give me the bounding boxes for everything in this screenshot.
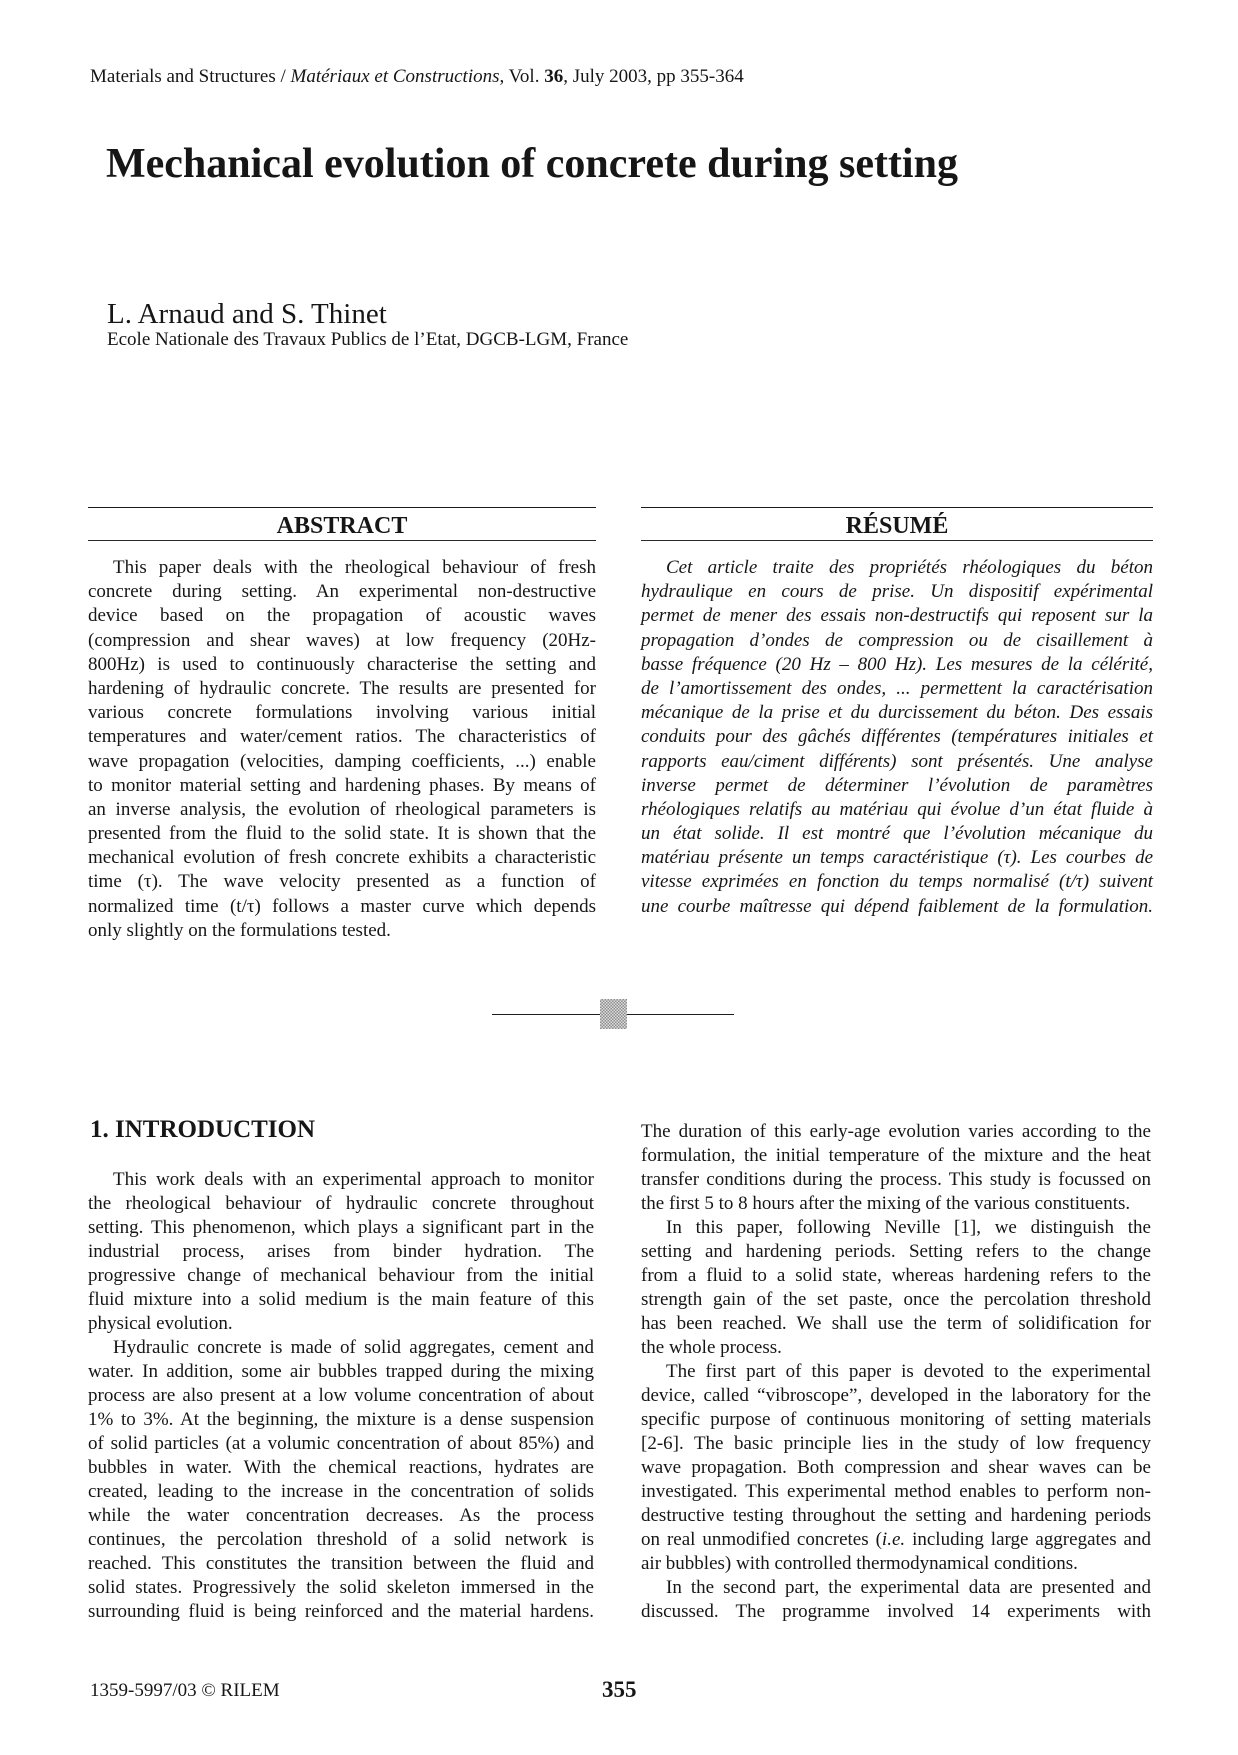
paragraph bbox=[641, 1216, 1151, 1360]
text-segment: including large aggregates and bbox=[905, 1529, 1151, 1550]
text-line: This paper deals with the rheological behaviour of fresh bbox=[113, 557, 596, 578]
text-line: process are also present at a low volume concentration of about bbox=[88, 1385, 594, 1406]
introduction-heading: 1. INTRODUCTION bbox=[90, 1116, 316, 1143]
journal-name: Materials and Structures / bbox=[90, 66, 286, 87]
text-line: rapports eau/ciment différents) sont présentés. Une analyse bbox=[641, 750, 1153, 772]
volume-label: , Vol. bbox=[499, 66, 540, 87]
text-line: 800Hz) is used to continuously characterise the setting and bbox=[88, 653, 596, 675]
abstract-body bbox=[88, 556, 596, 943]
italic-text: i.e. bbox=[881, 1529, 906, 1550]
abstract-top-rule bbox=[88, 507, 596, 508]
paragraph bbox=[88, 556, 596, 943]
text-line bbox=[641, 1528, 1151, 1552]
text-line: [2-6]. The basic principle lies in the study of low frequency bbox=[641, 1433, 1151, 1454]
text-line: fluid mixture into a solid medium is the main feature of this bbox=[88, 1289, 594, 1310]
text-line: mécanique de la prise et du durcissement du béton. Des essais bbox=[641, 702, 1153, 724]
text-line: water. In addition, some air bubbles trapped during the mixing bbox=[88, 1361, 594, 1382]
text-line: industrial process, arises from binder hydration. The bbox=[88, 1241, 594, 1262]
text-line: air bubbles) with controlled thermodynamical conditions. bbox=[641, 1553, 1078, 1574]
divider-rule-right bbox=[627, 1014, 734, 1015]
text-line: an inverse analysis, the evolution of rheological parameters is bbox=[88, 798, 596, 820]
text-line: solid states. Progressively the solid skeleton immersed in the bbox=[88, 1577, 594, 1598]
text-line: device, called “vibroscope”, developed in the laboratory for the bbox=[641, 1385, 1151, 1406]
divider-ornament bbox=[600, 999, 627, 1029]
divider-rule-left bbox=[492, 1014, 600, 1015]
text-line: reached. This constitutes the transition between the fluid and bbox=[88, 1553, 594, 1574]
text-line: only slightly on the formulations tested. bbox=[88, 919, 391, 941]
text-line: the rheological behaviour of hydraulic concrete throughout bbox=[88, 1193, 594, 1214]
text-line: various concrete formulations involving various initial bbox=[88, 702, 596, 724]
text-line: time (τ). The wave velocity presented as a function of bbox=[88, 871, 596, 893]
text-line: discussed. The programme involved 14 experiments with bbox=[641, 1601, 1151, 1622]
resume-heading: RÉSUMÉ bbox=[845, 513, 949, 539]
journal-name-french: Matériaux et Constructions bbox=[290, 66, 500, 87]
text-line: physical evolution. bbox=[88, 1313, 233, 1334]
text-line: vitesse exprimées en fonction du temps normalisé (t/τ) suivent bbox=[641, 871, 1153, 893]
resume-top-rule bbox=[641, 507, 1153, 508]
paragraph bbox=[88, 1336, 594, 1624]
text-line: temperatures and water/cement ratios. The characteristics of bbox=[88, 726, 596, 748]
text-line: wave propagation. Both compression and shear waves can be bbox=[641, 1457, 1151, 1478]
page-number: 355 bbox=[602, 1677, 637, 1702]
text-line: the whole process. bbox=[641, 1337, 782, 1358]
paragraph bbox=[641, 1360, 1151, 1576]
text-line: the first 5 to 8 hours after the mixing of the various constituents. bbox=[641, 1193, 1131, 1214]
text-line: matériau présente un temps caractéristique (τ). Les courbes de bbox=[641, 847, 1153, 869]
text-line: Hydraulic concrete is made of solid aggregates, cement and bbox=[113, 1337, 594, 1358]
text-line: created, leading to the increase in the concentration of solids bbox=[88, 1481, 594, 1502]
resume-body bbox=[641, 556, 1153, 919]
text-line: une courbe maîtresse qui dépend faiblement de la formulation. bbox=[641, 895, 1153, 917]
text-line: rhéologiques relatifs au matériau qui évolue d’un état fluide à bbox=[641, 798, 1153, 820]
paragraph bbox=[641, 556, 1153, 919]
text-line: transfer conditions during the process. This study is focussed on bbox=[641, 1169, 1151, 1190]
text-line: destructive testing throughout the setting and hardening periods bbox=[641, 1505, 1151, 1526]
text-line: propagation d’ondes de compression ou de cisaillement à bbox=[641, 629, 1153, 651]
paragraph bbox=[641, 1576, 1151, 1624]
text-line: In the second part, the experimental data are presented and bbox=[666, 1577, 1151, 1598]
text-line: (compression and shear waves) at low frequency (20Hz- bbox=[88, 629, 596, 651]
resume-bottom-rule bbox=[641, 540, 1153, 541]
text-line: investigated. This experimental method enables to perform non- bbox=[641, 1481, 1151, 1502]
abstract-bottom-rule bbox=[88, 540, 596, 541]
text-line: inverse permet de déterminer l’évolution de paramètres bbox=[641, 774, 1153, 796]
text-line: The duration of this early-age evolution varies according to the bbox=[641, 1121, 1151, 1142]
text-line: bubbles in water. With the chemical reactions, hydrates are bbox=[88, 1457, 594, 1478]
text-line: wave propagation (velocities, damping coefficients, ...) enable bbox=[88, 750, 596, 772]
text-line: continues, the percolation threshold of a solid network is bbox=[88, 1529, 594, 1550]
text-line: specific purpose of continuous monitoring of setting materials bbox=[641, 1409, 1151, 1430]
text-line: to monitor material setting and hardening phases. By means of bbox=[88, 774, 596, 796]
text-line: device based on the propagation of acoustic waves bbox=[88, 605, 596, 627]
text-line: strength gain of the set paste, once the percolation threshold bbox=[641, 1289, 1151, 1310]
text-line: of solid particles (at a volumic concentration of about 85%) and bbox=[88, 1433, 594, 1454]
text-line: In this paper, following Neville [1], we distinguish the bbox=[666, 1217, 1151, 1238]
text-line: 1% to 3%. At the beginning, the mixture is a dense suspension bbox=[88, 1409, 594, 1430]
abstract-heading: ABSTRACT bbox=[276, 513, 408, 539]
text-line: surrounding fluid is being reinforced and the material hardens. bbox=[88, 1601, 594, 1622]
text-line: has been reached. We shall use the term of solidification for bbox=[641, 1313, 1151, 1334]
text-line: mechanical evolution of fresh concrete exhibits a characteristic bbox=[88, 847, 596, 869]
issue-date-pages: , July 2003, pp 355-364 bbox=[563, 66, 744, 87]
text-line: de l’amortissement des ondes, ... permettent la caractérisation bbox=[641, 677, 1153, 699]
text-line: permet de mener des essais non-destructifs qui reposent sur la bbox=[641, 605, 1153, 627]
text-line: concrete during setting. An experimental non-destructive bbox=[88, 581, 596, 603]
text-line: conduits pour des gâchés différentes (températures initiales et bbox=[641, 726, 1153, 748]
text-line: hardening of hydraulic concrete. The results are presented for bbox=[88, 677, 596, 699]
text-line: setting and hardening periods. Setting refers to the change bbox=[641, 1241, 1151, 1262]
introduction-right-column bbox=[641, 1120, 1151, 1624]
text-line: basse fréquence (20 Hz – 800 Hz). Les mesures de la célérité, bbox=[641, 653, 1153, 675]
journal-running-head bbox=[90, 67, 744, 86]
text-line: Cet article traite des propriétés rhéologiques du béton bbox=[666, 557, 1153, 578]
paper-title: Mechanical evolution of concrete during setting bbox=[106, 141, 958, 187]
author-affiliation: Ecole Nationale des Travaux Publics de l’Etat, DGCB-LGM, France bbox=[107, 329, 629, 350]
text-line: formulation, the initial temperature of the mixture and the heat bbox=[641, 1145, 1151, 1166]
text-line: progressive change of mechanical behaviour from the initial bbox=[88, 1265, 594, 1286]
text-line: from a fluid to a solid state, whereas hardening refers to the bbox=[641, 1265, 1151, 1286]
volume-number: 36 bbox=[544, 66, 564, 87]
paragraph bbox=[641, 1120, 1151, 1216]
footer-issn: 1359-5997/03 © RILEM bbox=[90, 1680, 280, 1701]
text-line: setting. This phenomenon, which plays a significant part in the bbox=[88, 1217, 594, 1238]
text-line: while the water concentration decreases. As the process bbox=[88, 1505, 594, 1526]
introduction-left-column bbox=[88, 1168, 594, 1624]
text-line: This work deals with an experimental approach to monitor bbox=[113, 1169, 594, 1190]
text-line: hydraulique en cours de prise. Un dispositif expérimental bbox=[641, 581, 1153, 603]
paragraph bbox=[88, 1168, 594, 1336]
text-line: The first part of this paper is devoted to the experimental bbox=[666, 1361, 1151, 1382]
text-line: normalized time (t/τ) follows a master curve which depends bbox=[88, 895, 596, 917]
text-segment: on real unmodified concretes ( bbox=[641, 1529, 882, 1550]
text-line: un état solide. Il est montré que l’évolution mécanique du bbox=[641, 823, 1153, 845]
text-line: presented from the fluid to the solid state. It is shown that the bbox=[88, 823, 596, 845]
paper-authors: L. Arnaud and S. Thinet bbox=[107, 298, 387, 330]
